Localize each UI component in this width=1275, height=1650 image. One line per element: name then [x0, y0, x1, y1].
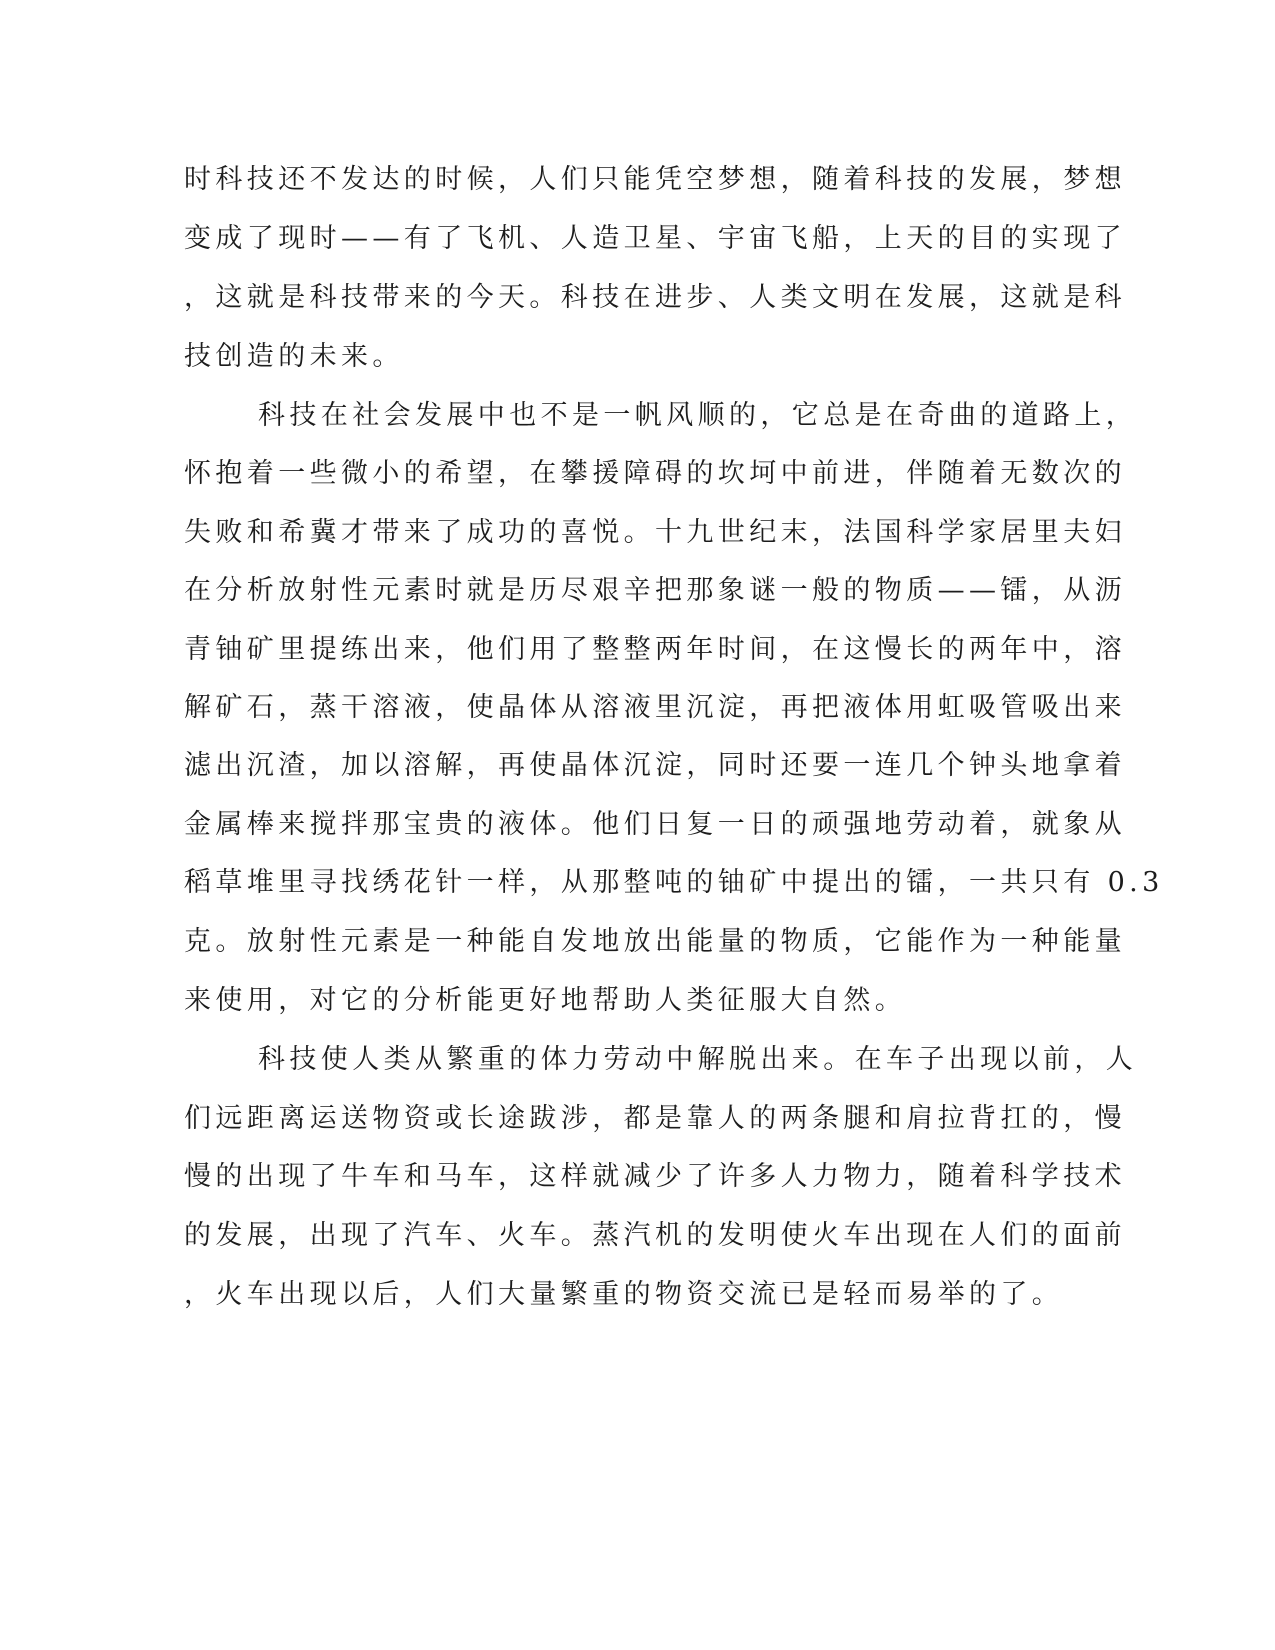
text-line: 在分析放射性元素时就是历尽艰辛把那象谜一般的物质——镭，从沥	[184, 575, 1126, 606]
text-line: ，火车出现以后，人们大量繁重的物资交流已是轻而易举的了。	[184, 1279, 1064, 1310]
text-line: 技创造的未来。	[184, 341, 404, 372]
text-line: 稻草堆里寻找绣花针一样，从那整吨的铀矿中提出的镭，一共只有 0.3	[184, 867, 1164, 898]
text-line: 来使用，对它的分析能更好地帮助人类征服大自然。	[184, 985, 907, 1016]
text-line: 失败和希冀才带来了成功的喜悦。十九世纪末，法国科学家居里夫妇	[184, 517, 1126, 548]
text-line: 克。放射性元素是一种能自发地放出能量的物质，它能作为一种能量	[184, 926, 1126, 957]
text-line: 慢的出现了牛车和马车，这样就减少了许多人力物力，随着科学技术	[184, 1161, 1126, 1192]
text-line: 的发展，出现了汽车、火车。蒸汽机的发明使火车出现在人们的面前	[184, 1220, 1126, 1251]
text-line: 滤出沉渣，加以溶解，再使晶体沉淀，同时还要一连几个钟头地拿着	[184, 750, 1126, 781]
text-line: 科技在社会发展中也不是一帆风顺的，它总是在奇曲的道路上，	[258, 400, 1138, 431]
text-line: ，这就是科技带来的今天。科技在进步、人类文明在发展，这就是科	[184, 282, 1126, 313]
text-line: 变成了现时——有了飞机、人造卫星、宇宙飞船，上天的目的实现了	[184, 223, 1126, 254]
text-line: 怀抱着一些微小的希望，在攀援障碍的坎坷中前进，伴随着无数次的	[184, 458, 1126, 489]
text-line: 青铀矿里提练出来，他们用了整整两年时间，在这慢长的两年中，溶	[184, 634, 1126, 665]
text-line: 科技使人类从繁重的体力劳动中解脱出来。在车子出现以前，人	[258, 1044, 1138, 1075]
text-line: 们远距离运送物资或长途跋涉，都是靠人的两条腿和肩拉背扛的，慢	[184, 1103, 1126, 1134]
text-line: 金属棒来搅拌那宝贵的液体。他们日复一日的顽强地劳动着，就象从	[184, 809, 1126, 840]
text-line: 时科技还不发达的时候，人们只能凭空梦想，随着科技的发展，梦想	[184, 164, 1126, 195]
text-line: 解矿石，蒸干溶液，使晶体从溶液里沉淀，再把液体用虹吸管吸出来	[184, 692, 1126, 723]
